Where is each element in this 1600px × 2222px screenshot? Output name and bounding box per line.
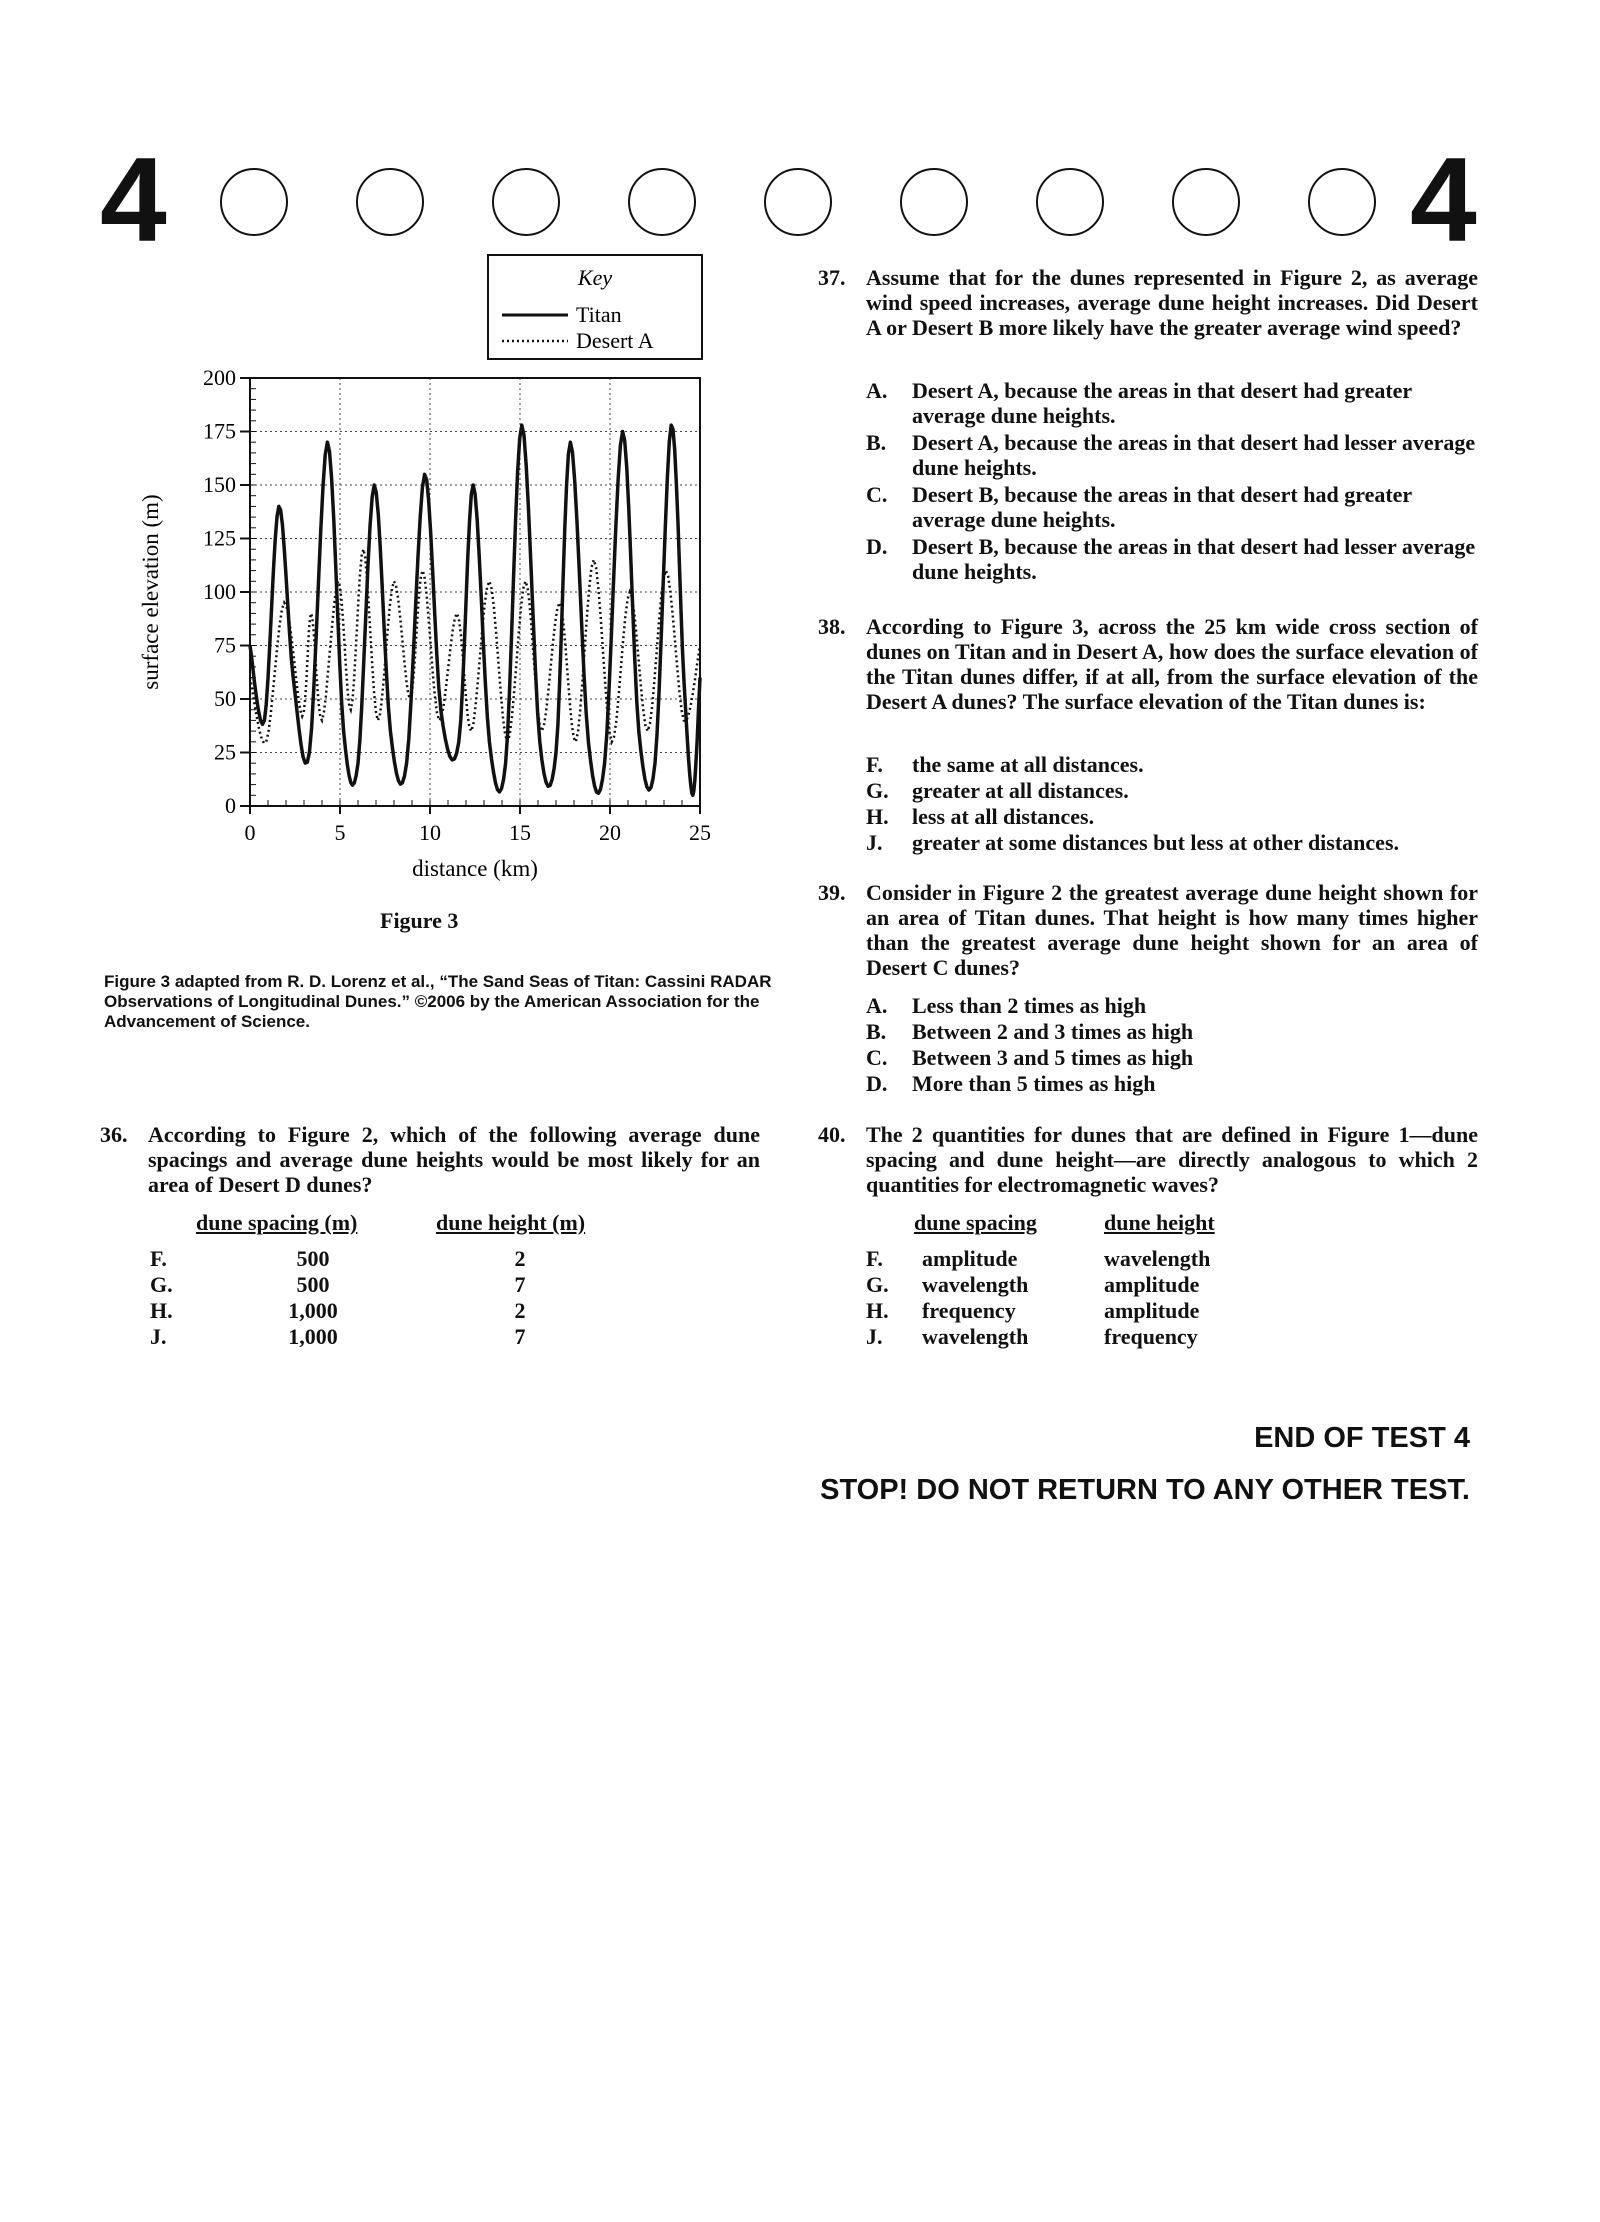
y-tick-label: 50 [214,686,236,711]
question-text: The 2 quantities for dunes that are defined in Figure 1—dune spacing and dune height—are directly analogous to which 2 quantities for electromagnetic waves? [866,1122,1478,1197]
legend-label-desert-a: Desert A [576,328,654,353]
y-tick-label: 25 [214,739,236,765]
legend-title: Key [577,265,613,290]
question-text: According to Figure 2, which of the following average dune spacings and average dune heights would be most likely for an area of Desert D dunes? [148,1122,760,1197]
table-cell: wavelength [1104,1246,1211,1271]
circle-icon [628,168,696,236]
figure-credit: Figure 3 adapted from R. D. Lorenz et al., “The Sand Seas of Titan: Cassini RADAR Observations of Longitudinal Dunes.” ©2006 by the American Association for the Advancement of Science. [104,972,772,1031]
table-cell: 1,000 [288,1324,338,1349]
answer-letter[interactable]: G. [150,1272,173,1297]
x-tick-label: 15 [509,820,531,845]
answer-letter[interactable]: J. [150,1324,167,1349]
circle-icon [764,168,832,236]
y-tick-label: 100 [203,579,236,604]
question-39 [818,880,1478,980]
x-tick-label: 25 [689,820,711,845]
y-tick-label: 175 [203,418,236,444]
section-number-right: 4 [1410,133,1477,267]
table-cell: wavelength [922,1272,1029,1297]
circle-icon [220,168,288,236]
answer-letter[interactable]: H. [150,1298,173,1323]
chart-legend [488,255,702,359]
x-tick-label: 5 [334,820,346,845]
options-38: F. the same at all distances. G. greater at all distances. H. less at all distances. J. greater at some distances but less at other distances. [866,752,1400,855]
table-cell: amplitude [1104,1298,1200,1323]
table-header: dune height (m) [436,1210,586,1235]
question-40 [818,1122,1478,1202]
table-cell: frequency [922,1298,1016,1323]
table-cell: 2 [514,1246,526,1271]
circle-icon [1172,168,1240,236]
question-text: Assume that for the dunes represented in Figure 2, as average wind speed increases, average dune height increases. Did Desert A or Desert B more likely have the greater average wind speed? [866,265,1478,340]
table-cell: frequency [1104,1324,1198,1349]
answer-letter[interactable]: F. [866,1246,883,1271]
question-number: 36. [100,1122,128,1147]
table-cell: 2 [514,1298,526,1323]
answer-letter[interactable]: J. [866,1324,883,1349]
question-38 [818,614,1478,739]
table-cell: 500 [296,1272,330,1297]
table-header: dune spacing (m) [196,1210,358,1235]
options-37: A. Desert A, because the areas in that desert had greater average dune heights. B. Desert A, because the areas in that desert had lesser average dune heights. C. Desert B, because the areas in that desert had greater average dune heights. D. Desert B, because the areas in that desert had lesser average dune heights. [866,378,1476,584]
series-line-titan [250,425,700,795]
x-axis-label: distance (km) [412,856,538,881]
y-tick-label: 200 [203,365,236,390]
y-axis-label: surface elevation (m) [138,494,163,690]
legend-label-titan: Titan [576,302,622,327]
figure-3-chart [100,240,880,890]
circle-icon [1036,168,1104,236]
table-cell: 500 [296,1246,330,1271]
answer-letter[interactable]: F. [150,1246,167,1271]
question-36 [100,1122,760,1202]
x-tick-label: 0 [244,820,256,845]
question-text: Consider in Figure 2 the greatest average dune height shown for an area of Titan dunes. That height is how many times higher than the greatest average dune height shown for an area of Desert C dunes? [866,880,1478,980]
question-number: 40. [818,1122,846,1147]
x-tick-label: 20 [599,820,621,845]
table-cell: 1,000 [288,1298,338,1323]
question-text: According to Figure 3, across the 25 km wide cross section of dunes on Titan and in Desert A, how does the surface elevation of the Titan dunes differ, if at all, from the surface elevation of the Desert A dunes? The surface elevation of the Titan dunes is: [866,614,1478,714]
answer-letter[interactable]: H. [866,1298,889,1323]
question-number: 39. [818,880,846,905]
table-cell: 7 [514,1272,526,1297]
table-cell: 7 [514,1324,526,1349]
circle-icon [900,168,968,236]
table-cell: wavelength [922,1324,1029,1349]
end-of-test: END OF TEST 4 [1254,1422,1470,1454]
table-header: dune spacing [914,1210,1037,1235]
y-tick-label: 125 [203,525,236,551]
y-tick-label: 150 [203,472,236,497]
figure-caption: Figure 3 [380,908,459,933]
stop-notice: STOP! DO NOT RETURN TO ANY OTHER TEST. [820,1474,1470,1506]
circle-icon [492,168,560,236]
y-tick-label: 0 [225,793,236,818]
question-number: 38. [818,614,846,639]
circle-icon [356,168,424,236]
question-number: 37. [818,265,846,290]
circle-icon [1308,168,1376,236]
table-cell: amplitude [1104,1272,1200,1297]
options-39: A. Less than 2 times as high B. Between 2 and 3 times as high C. Between 3 and 5 times as high D. More than 5 times as high [866,993,1194,1096]
answer-letter[interactable]: G. [866,1272,889,1297]
table-header: dune height [1104,1210,1215,1235]
y-tick-label: 75 [214,632,236,658]
table-cell: amplitude [922,1246,1018,1271]
section-number-left: 4 [100,133,167,267]
question-37 [818,265,1478,365]
x-tick-label: 10 [419,820,441,845]
